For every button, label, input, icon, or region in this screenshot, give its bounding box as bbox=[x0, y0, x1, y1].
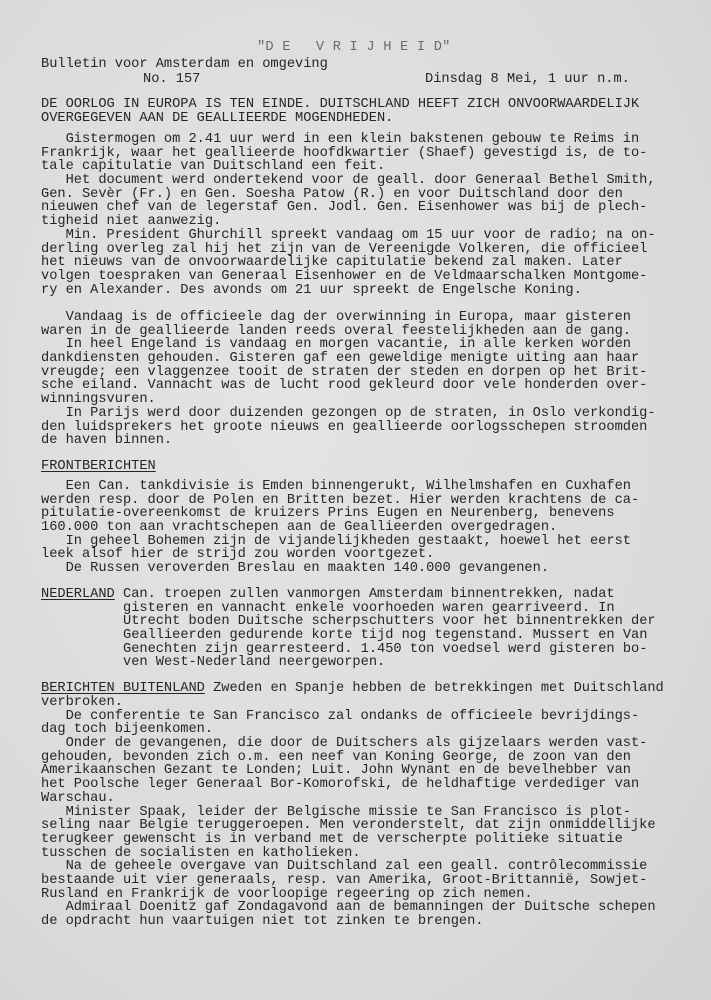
text-line: In heel Engeland is vandaag en morgen vacantie, in alle kerken worden bbox=[41, 337, 631, 353]
text-line: OVERGEGEVEN AAN DE GEALLIEERDE MOGENDHEDEN. bbox=[41, 110, 394, 126]
text-line: derling overleg zal hij het zijn van de Vereenigde Volkeren, die officieel bbox=[41, 241, 648, 257]
text-line: verbroken. bbox=[41, 695, 123, 710]
text-line: De conferentie te San Francisco zal ondanks de officieele bevrijdings- bbox=[41, 708, 640, 724]
text-line: bestaande uit vier generaals, resp. van Amerika, Groot-Brittannië, Sowjet- bbox=[41, 872, 648, 888]
text-line: DE OORLOG IN EUROPA IS TEN EINDE. DUITSCHLAND HEEFT ZICH ONVOORWAARDELIJK bbox=[41, 97, 640, 112]
text-line: ven West-Nederland neergeworpen. bbox=[123, 655, 386, 671]
text-line: Het document werd ondertekend voor de geall. door Generaal Bethel Smith, bbox=[41, 173, 656, 189]
text-line: 160.000 ton aan vrachtschepen aan de Geallieerden overgedragen. bbox=[41, 520, 558, 536]
text-line: In geheel Bohemen zijn de vijandelijkheden gestaakt, hoewel het eerst bbox=[41, 533, 631, 549]
text-line: volgen toespraken van Generaal Eisenhower en de Veldmaarschalken Montgome- bbox=[41, 268, 648, 284]
text-line: tale capitulatie van Duitschland een feit. bbox=[41, 159, 386, 175]
text-line: Frankrijk, waar het geallieerde hoofdkwartier (Shaef) gevestigd is, de to- bbox=[41, 145, 648, 161]
text-line: Na de geheele overgave van Duitschland zal een geall. contrôlecommissie bbox=[41, 859, 648, 875]
text-line: Een Can. tankdivisie is Emden binnengerukt, Wilhelmshafen en Cuxhafen bbox=[41, 479, 631, 494]
text-line: Vandaag is de officieele dag der overwinning in Europa, maar gisteren bbox=[41, 310, 631, 325]
section-heading-frontberichten: FRONTBERICHTEN bbox=[41, 459, 156, 474]
text-line: Admiraal Doenitz gaf Zondagavond aan de bemanningen der Duitsche schepen bbox=[41, 900, 656, 916]
text-line: Min. President Ghurchill spreekt vandaag om 15 uur voor de radio; na on- bbox=[41, 227, 656, 243]
text-line: In Parijs werd door duizenden gezongen op de straten, in Oslo verkondig- bbox=[41, 405, 656, 421]
text-line: het nieuws van de onvoorwaardelijke capitulatie bekend zal maken. Later bbox=[41, 255, 623, 271]
text-line: tigheid niet aanwezig. bbox=[41, 214, 222, 230]
text-line: seling naar Belgie teruggeroepen. Men veronderstelt, dat zijn onmiddellijke bbox=[41, 818, 656, 834]
text-line: den luidsprekers het groote nieuws en geallieerde oorlogsschepen stroomden bbox=[41, 419, 648, 435]
bulletin-title: Bulletin voor Amsterdam en omgeving bbox=[41, 57, 328, 72]
text-line: Warschau. bbox=[41, 790, 115, 806]
text-line: ry en Alexander. Des avonds om 21 uur spreekt de Engelsche Koning. bbox=[41, 282, 582, 298]
text-line: terugkeer gewenscht is in verband met de verscherpte politieke situatie bbox=[41, 831, 623, 847]
text-line: Geallieerden gedurende korte tijd nog tegenstand. Mussert en Van bbox=[123, 628, 648, 644]
text-line: nieuwen chef van de legerstaf Gen. Jodl. Gen. Eisenhower was bij de plech- bbox=[41, 200, 648, 216]
buitenland-first-line bbox=[41, 682, 664, 696]
text-line: Gistermogen om 2.41 uur werd in een klein bakstenen gebouw te Reims in bbox=[41, 132, 640, 147]
text-line: gehouden, bevonden zich o.m. een neef van Koning George, de zoon van den bbox=[41, 749, 631, 765]
text-line: Amerikaanschen Gezant te Londen; Luit. John Wynant en de bevelhebber van bbox=[41, 763, 631, 779]
text-line: Minister Spaak, leider der Belgische missie te San Francisco is plot- bbox=[41, 804, 631, 820]
text-line: dag toch bijeenkomen. bbox=[41, 722, 214, 738]
text-line: Can. troepen zullen vanmorgen Amsterdam binnentrekken, nadat bbox=[123, 587, 615, 602]
bulletin-date: Dinsdag 8 Mei, 1 uur n.m. bbox=[425, 72, 630, 87]
text-line: werden resp. door de Polen en Britten bezet. Hier werden krachtens de ca- bbox=[41, 492, 640, 508]
text-line: vreugde; een vlaggenzee tooit de straten der steden en dorpen op het Brit- bbox=[41, 364, 648, 380]
buitenland-paragraphs bbox=[41, 696, 656, 929]
text-line: de opdracht hun vaartuigen niet tot zinken te brengen. bbox=[41, 914, 484, 929]
text-line: winningsvuren. bbox=[41, 392, 156, 408]
nederland-paragraph bbox=[123, 588, 656, 670]
front-paragraphs bbox=[41, 480, 639, 576]
text-line: Onder de gevangenen, die door de Duitschers als gijzelaars werden vast- bbox=[41, 736, 648, 752]
intro-paragraphs bbox=[41, 133, 656, 297]
celebrations-paragraphs bbox=[41, 311, 656, 448]
headline bbox=[41, 98, 639, 125]
text-line: De Russen veroverden Breslau en maakten 140.000 gevangenen. bbox=[41, 561, 550, 577]
text-line: waren in de geallieerde landen reeds overal feestelijkheden aan de gang. bbox=[41, 323, 631, 339]
section-heading-buitenland: BERICHTEN BUITENLAND bbox=[41, 681, 205, 696]
text-line: tusschen de socialisten en katholieken. bbox=[41, 845, 361, 861]
text-line: gisteren en vannacht enkele voorhoeden waren gearriveerd. In bbox=[123, 600, 615, 616]
text-line: de haven binnen. bbox=[41, 433, 173, 449]
text-line: Rusland en Frankrijk de voorloopige regeering op zich nemen. bbox=[41, 886, 533, 902]
text-line: het Poolsche leger Generaal Bor-Komorofski, de heldhaftige verdediger van bbox=[41, 777, 640, 793]
buitenland-intro-text: Zweden en Spanje hebben de betrekkingen met Duitschland bbox=[204, 681, 664, 696]
text-line: Genechten zijn gearresteerd. 1.450 ton voedsel werd gisteren bo- bbox=[123, 641, 648, 657]
text-line: dankdiensten gehouden. Gisteren gaf een geweldige menigte uiting aan haar bbox=[41, 351, 640, 367]
text-line: sche eiland. Vannacht was de lucht rood gekleurd door vele honderden over- bbox=[41, 378, 648, 394]
text-line: leek alsof hier de strijd zou worden voortgezet. bbox=[41, 547, 435, 563]
masthead-title: "D E V R I J H E I D" bbox=[257, 40, 451, 55]
section-heading-nederland: NEDERLAND bbox=[41, 587, 115, 602]
text-line: Utrecht boden Duitsche scherpschutters voor het binnentrekken der bbox=[123, 614, 656, 630]
text-line: pitulatie-overeenkomst de kruizers Prins Eugen en Neurenberg, benevens bbox=[41, 506, 615, 522]
text-line: Gen. Sevèr (Fr.) en Gen. Soesha Patow (R.) en voor Duitschland door den bbox=[41, 186, 623, 202]
bulletin-number: No. 157 bbox=[143, 72, 201, 87]
